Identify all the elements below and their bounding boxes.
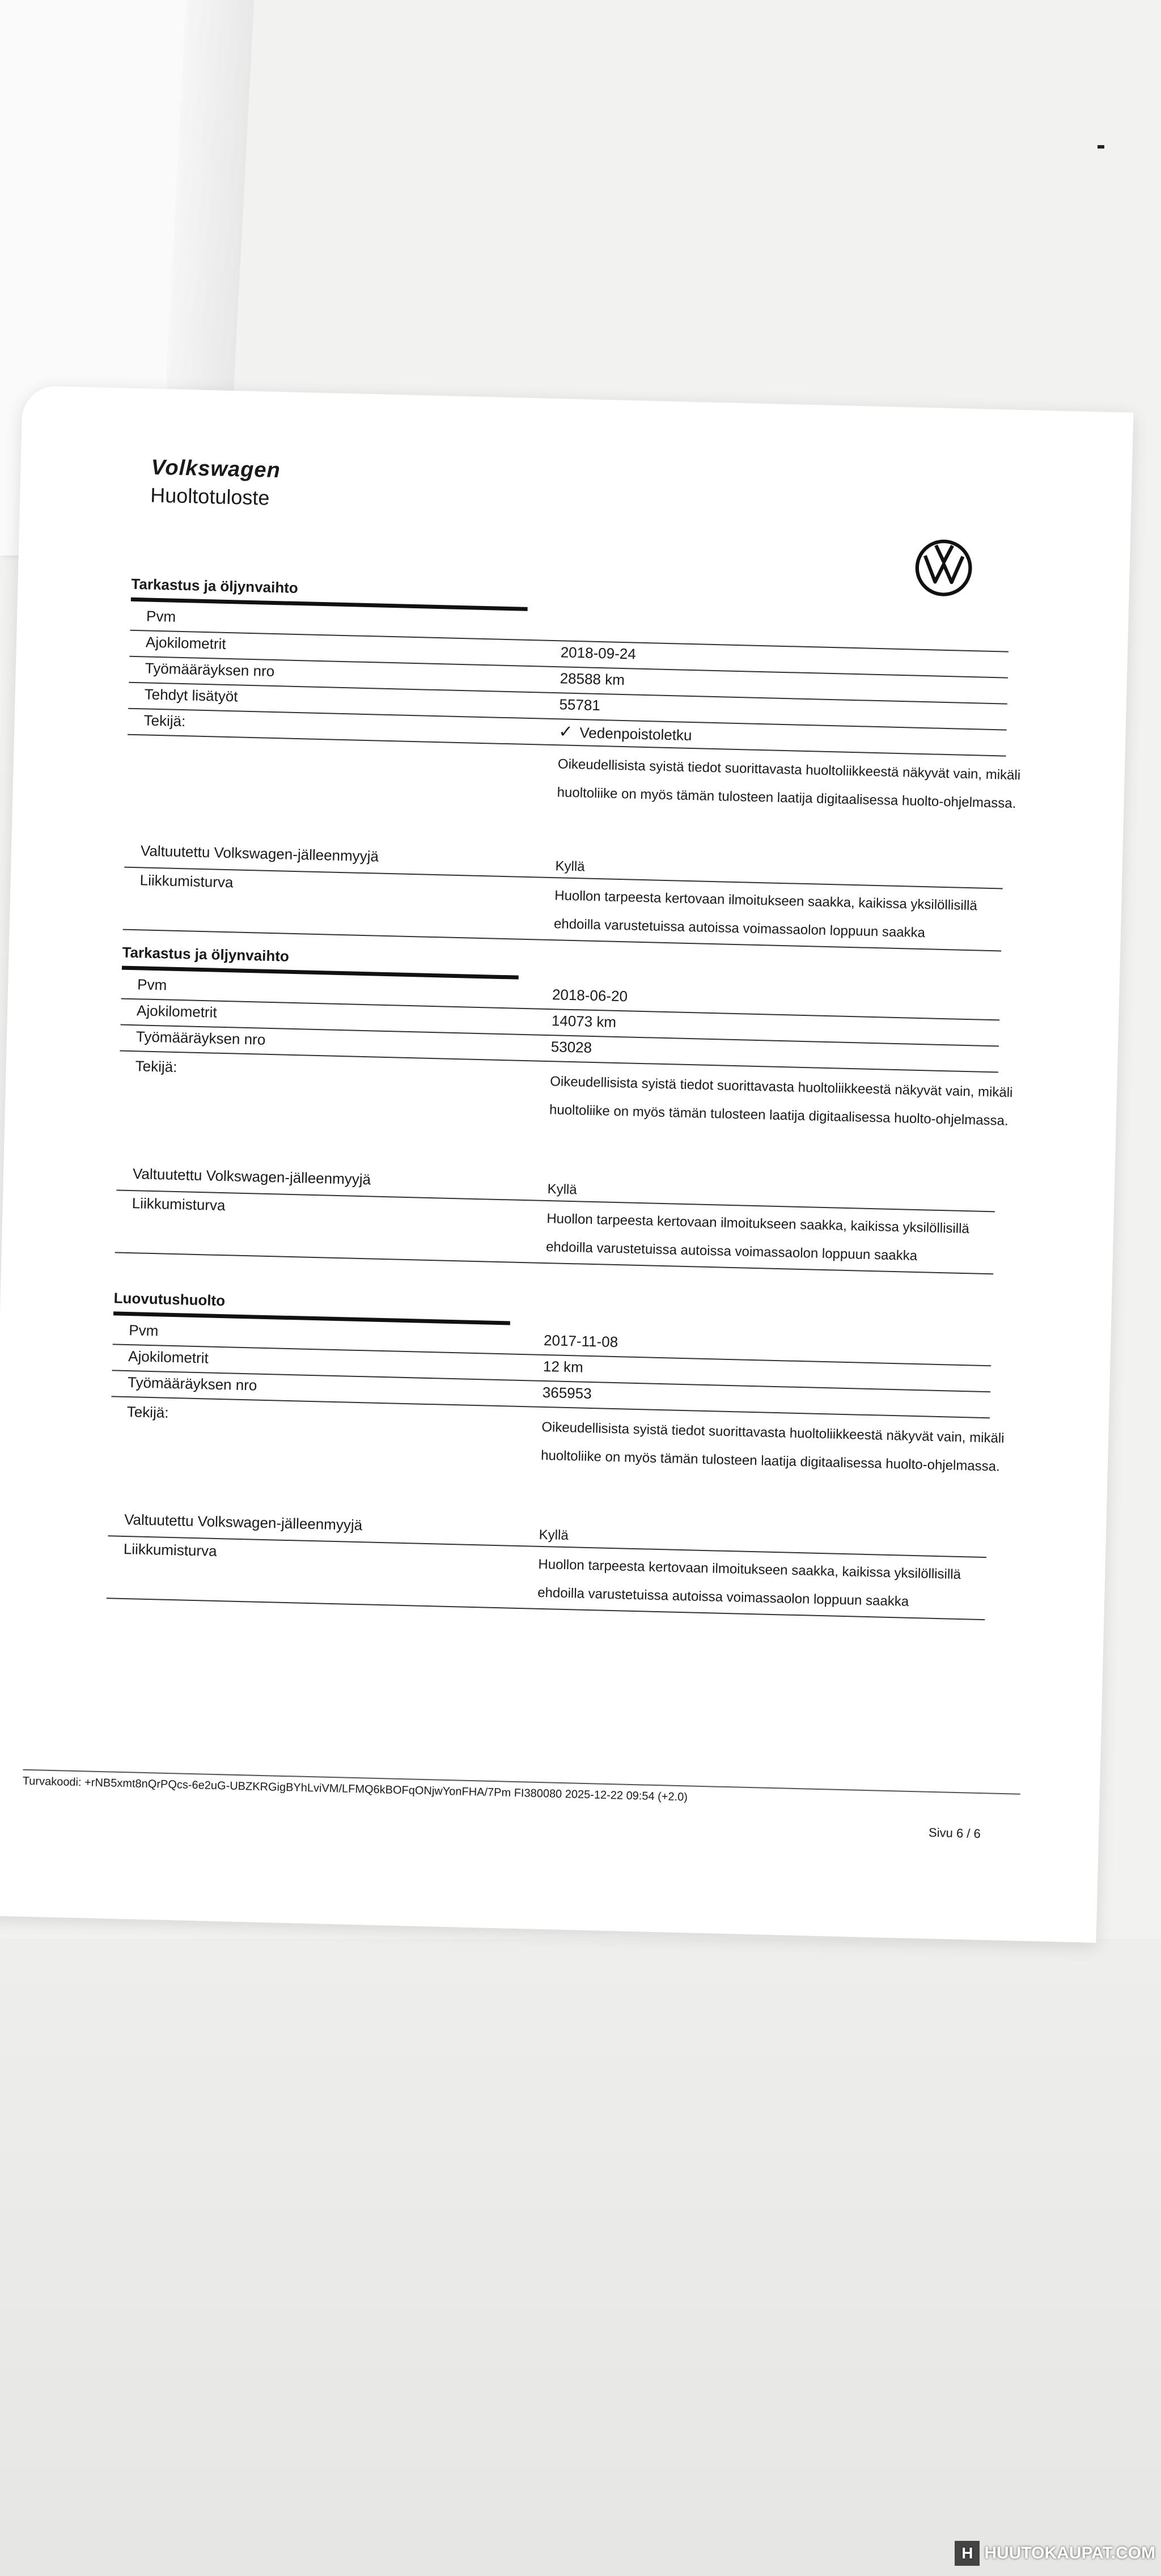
footer-security-code: Turvakoodi: +rNB5xmt8nQrPQcs-6e2uG-UBZKRGigBYhLviVM/LFMQ6kBOFqONjwYonFHA/7Pm FI380080 2025-12-22 09:54 (+2.0) (22, 1774, 688, 1804)
row-label: Työmääräyksen nro (127, 1374, 257, 1394)
row-label: Pvm (128, 1321, 159, 1340)
row-label: Pvm (137, 976, 167, 994)
row-label: Liikkumisturva (139, 871, 234, 891)
row-dealer (117, 1164, 995, 1198)
service-entry-3 (1, 1287, 1111, 1609)
row-value: 2018-06-20 (552, 986, 628, 1005)
check-icon: ✓ (558, 722, 573, 742)
vw-logo-icon (913, 538, 974, 599)
row-label: Tehdyt lisätyöt (144, 685, 238, 705)
row-label: Tekijä: (143, 711, 186, 730)
row-value: 28588 km (560, 670, 625, 689)
page-number: Sivu 6 / 6 (928, 1825, 981, 1841)
row-value: Kyllä (547, 1181, 577, 1198)
row-value: 12 km (543, 1357, 584, 1376)
tekija-value: Oikeudellisista syistä tiedot suorittavasta huoltoliikkeestä näkyvät vain, mikäli huoltoliike on myös tämän tulosteen laatija digitaalisessa huolto-ohjelmassa. (549, 1074, 1013, 1129)
row-label: Valtuutettu Volkswagen-jälleenmyyjä (124, 1510, 363, 1534)
row-value: 365953 (542, 1383, 592, 1403)
row-label: Tekijä: (126, 1403, 169, 1421)
row-value: 53028 (550, 1038, 592, 1056)
row-label: Ajokilometrit (136, 1002, 218, 1021)
section-title: Luovutushuolto (113, 1289, 511, 1325)
row-value: Huollon tarpeesta kertovaan ilmoitukseen saakka, kaikissa yksilöllisillä ehdoilla varustetuissa autoissa voimassaolon loppuun saakka (537, 1556, 961, 1609)
row-label: Valtuutettu Volkswagen-jälleenmyyjä (132, 1165, 371, 1188)
dust-mark (1098, 145, 1104, 149)
row-label: Liikkumisturva (132, 1194, 226, 1214)
row-value: Kyllä (539, 1527, 569, 1544)
row-value: Huollon tarpeesta kertovaan ilmoitukseen saakka, kaikissa yksilöllisillä ehdoilla varustetuissa autoissa voimassaolon loppuun saakka (545, 1211, 970, 1264)
section-title: Tarkastus ja öljynvaihto (122, 944, 519, 980)
row-label: Ajokilometrit (145, 633, 226, 653)
tekija-value: Oikeudellisista syistä tiedot suorittavasta huoltoliikkeestä näkyvät vain, mikäli huoltoliike on myös tämän tulosteen laatija digitaalisessa huolto-ohjelmassa. (557, 756, 1021, 812)
row-label: Liikkumisturva (123, 1540, 217, 1560)
document-header (150, 456, 281, 511)
row-value: Huollon tarpeesta kertovaan ilmoitukseen saakka, kaikissa yksilöllisillä ehdoilla varustetuissa autoissa voimassaolon loppuun saakka (553, 888, 978, 941)
service-document (0, 385, 1133, 1943)
document-subtitle: Huoltotuloste (150, 483, 270, 510)
extra-work-value: Vedenpoistoletku (579, 724, 692, 744)
row-label: Valtuutettu Volkswagen-jälleenmyyjä (140, 842, 379, 865)
row-label: Ajokilometrit (128, 1348, 209, 1367)
row-label: Työmääräyksen nro (135, 1028, 266, 1048)
row-dealer (109, 1510, 988, 1544)
table-surface (0, 1939, 1161, 2576)
row-label: Tekijä: (135, 1057, 177, 1076)
tekija-value: Oikeudellisista syistä tiedot suorittavasta huoltoliikkeestä näkyvät vain, mikäli huoltoliike on myös tämän tulosteen laatija digitaalisessa huolto-ohjelmassa. (540, 1419, 1005, 1475)
row-label: Työmääräyksen nro (145, 659, 275, 680)
section-title: Tarkastus ja öljynvaihto (131, 575, 528, 611)
row-label: Pvm (146, 607, 176, 625)
row-value: Kyllä (555, 858, 585, 875)
row-value: 2018-09-24 (560, 643, 637, 663)
watermark-text: HUUTOKAUPAT.COM (984, 2544, 1155, 2562)
row-value: 55781 (559, 696, 601, 714)
row-value: 2017-11-08 (543, 1331, 618, 1351)
watermark (955, 2539, 1155, 2568)
row-value: 14073 km (551, 1012, 617, 1031)
watermark-logo-icon: H (955, 2541, 980, 2566)
brand-name: Volkswagen (151, 455, 281, 483)
row-dealer (125, 842, 1003, 875)
